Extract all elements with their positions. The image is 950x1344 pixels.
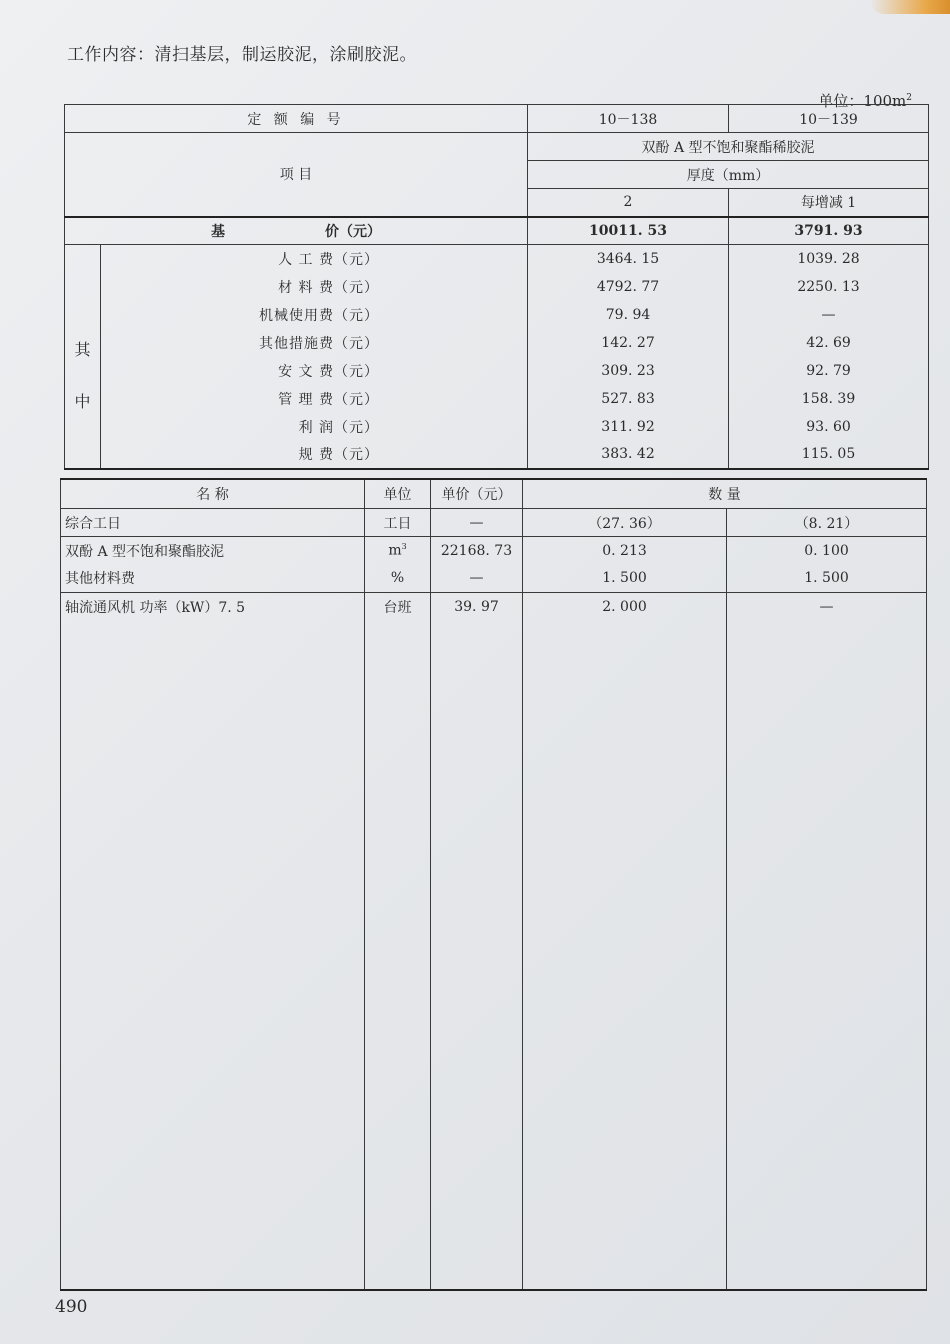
resource-qty-1: 0. 213 [523,537,727,565]
fee-value-1: 527. 83 [528,385,729,413]
fee-label-management: 管 理 费（元） [101,385,528,413]
fee-value-1: 4792. 77 [528,273,729,301]
base-price-label-2: 价（元） [325,223,381,240]
fee-row [65,245,929,273]
resource-row [61,537,927,565]
base-price-label-1: 基 [211,223,225,240]
fee-label-safety: 安 文 费（元） [101,357,528,385]
fee-label-labor: 人 工 费（元） [101,245,528,273]
resource-price: 39. 97 [431,593,523,621]
resource-unit-text: 工日 [383,515,412,532]
empty-cell [61,621,365,1290]
material-title-row [65,133,929,161]
fee-value-1: 311. 92 [528,413,729,441]
resource-price: — [431,565,523,593]
quota-table [64,104,929,470]
page-number: 490 [55,1297,88,1317]
fee-label-machine: 机械使用费（元） [101,301,528,329]
material-title: 双酚 A 型不饱和聚酯稀胶泥 [528,133,929,161]
fee-label-regulatory: 规 费（元） [101,441,528,469]
item-label: 项 目 [65,133,528,217]
fee-value-1: 309. 23 [528,357,729,385]
fee-value-2: 42. 69 [729,329,929,357]
resource-price: — [431,509,523,537]
among-label-2: 中 [74,392,91,412]
resource-qty-2: （8. 21） [727,509,927,537]
fee-row [65,329,929,357]
resource-unit-text: % [390,570,405,587]
fee-row [65,273,929,301]
fee-label-profit: 利 润（元） [101,413,528,441]
fee-value-1: 3464. 15 [528,245,729,273]
empty-cell [727,621,927,1290]
base-price-row [65,217,929,245]
resource-price: 22168. 73 [431,537,523,565]
fee-value-1: 383. 42 [528,441,729,469]
fee-value-2: 1039. 28 [729,245,929,273]
resource-name: 其他材料费 [61,565,365,593]
thickness-label: 厚度（mm） [528,161,929,189]
base-price-1: 10011. 53 [528,217,729,245]
resource-unit-exponent: 3 [401,542,407,552]
fee-label-material: 材 料 费（元） [101,273,528,301]
resource-row [61,509,927,537]
resource-unit [365,565,431,593]
resource-qty-1: 2. 000 [523,593,727,621]
resource-qty-2: 1. 500 [727,565,927,593]
fee-value-2: 92. 79 [729,357,929,385]
fee-row [65,301,929,329]
resource-row [61,593,927,621]
code-label: 定 额 编 号 [65,105,528,133]
thickness-value-2: 每增减 1 [729,189,929,217]
resource-name: 双酚 A 型不饱和聚酯胶泥 [61,537,365,565]
fee-value-1: 79. 94 [528,301,729,329]
base-price-label [65,217,528,245]
fee-row [65,357,929,385]
fee-row [65,441,929,469]
header-name: 名 称 [61,479,365,509]
page-corner-decoration [870,0,950,14]
fee-value-2: 93. 60 [729,413,929,441]
resource-qty-1: 1. 500 [523,565,727,593]
resource-unit [365,593,431,621]
fee-value-2: 158. 39 [729,385,929,413]
resource-row [61,565,927,593]
resource-table [60,478,927,1291]
header-price: 单价（元） [431,479,523,509]
resource-qty-2: — [727,593,927,621]
code-row [65,105,929,133]
resource-qty-1: （27. 36） [523,509,727,537]
resource-unit-text: 台班 [383,599,412,616]
resource-unit [365,509,431,537]
header-unit: 单位 [365,479,431,509]
fee-row [65,385,929,413]
resource-name: 轴流通风机 功率（kW）7. 5 [61,593,365,621]
header-quantity: 数 量 [523,479,927,509]
resource-filler-row [61,621,927,1290]
fee-value-2: 2250. 13 [729,273,929,301]
resource-qty-2: 0. 100 [727,537,927,565]
empty-cell [523,621,727,1290]
fee-value-2: — [729,301,929,329]
code-1: 10－138 [528,105,729,133]
thickness-value-1: 2 [528,189,729,217]
among-label-1: 其 [74,340,91,360]
resource-header-row [61,479,927,509]
empty-cell [431,621,523,1290]
fee-value-1: 142. 27 [528,329,729,357]
empty-cell [365,621,431,1290]
base-price-2: 3791. 93 [729,217,929,245]
resource-unit-text: m [388,543,402,560]
work-content: 工作内容：清扫基层，制运胶泥，涂刷胶泥。 [67,45,417,65]
code-2: 10－139 [729,105,929,133]
resource-name: 综合工日 [61,509,365,537]
unit-exponent: 2 [906,93,912,103]
unit-text: 单位：100m [818,92,907,110]
resource-unit [365,537,431,565]
fee-row [65,413,929,441]
fee-label-other-measures: 其他措施费（元） [101,329,528,357]
fee-value-2: 115. 05 [729,441,929,469]
among-label [65,245,101,469]
